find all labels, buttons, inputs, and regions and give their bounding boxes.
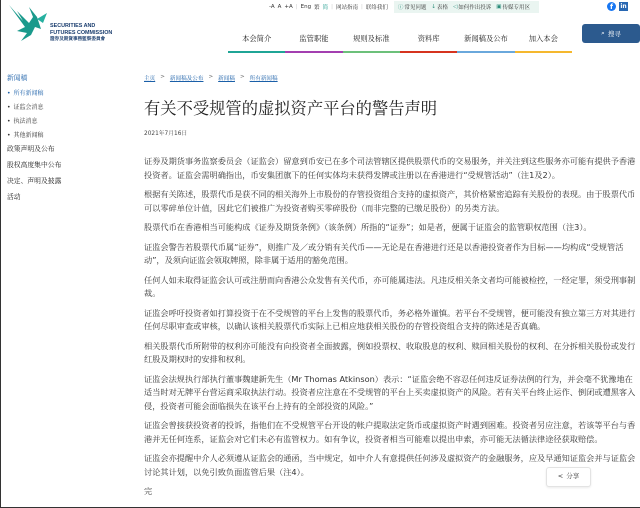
chevron-right-icon: > bbox=[208, 74, 214, 80]
nav-color-segment bbox=[343, 51, 400, 53]
nav-resources[interactable]: 资料库 bbox=[417, 34, 440, 43]
quick-links bbox=[394, 1, 539, 13]
sidebar-item-all-news[interactable]: • 所有新闻稿 bbox=[7, 88, 127, 97]
chevron-right-icon: > bbox=[160, 74, 165, 80]
logo-text bbox=[50, 23, 112, 43]
paragraph: 证监会曾接获投资者的投诉，指他们在不受规管平台开设的帐户提取法定货币或虚拟资产时遇到困难。投资者另应注意，若该等平台与香港并无任何连系，证监会对它们未必有监管权力。如有争议，投资者相当可能难以提出申索，亦可能无法循法律途径获取赔偿。 bbox=[144, 420, 636, 444]
nav-about[interactable]: 本会简介 bbox=[242, 34, 272, 43]
nav-color-segment bbox=[228, 51, 285, 53]
sidebar-heading-news[interactable]: 新闻稿 bbox=[7, 74, 28, 82]
sidebar bbox=[7, 72, 127, 202]
logo-line: FUTURES COMMISSION bbox=[50, 29, 113, 36]
search-icon: ⌕ bbox=[601, 29, 605, 37]
nav-color-segment bbox=[515, 51, 572, 53]
sidebar-item-sfc-news[interactable]: • 证监会消息 bbox=[7, 102, 127, 111]
share-icon: < bbox=[557, 472, 564, 481]
font-size-large[interactable]: +A bbox=[284, 4, 293, 10]
divider: | bbox=[331, 4, 333, 10]
sidebar-item-events[interactable]: 活动 bbox=[7, 193, 21, 201]
utility-bar bbox=[269, 1, 539, 13]
linkedin-icon[interactable]: in bbox=[620, 3, 627, 10]
chevron-right-icon: > bbox=[239, 74, 245, 80]
share-label: 分享 bbox=[566, 472, 580, 481]
page-title: 有关不受规管的虚拟资产平台的警告声明 bbox=[144, 99, 438, 118]
faq-link[interactable]: 常见问题 bbox=[404, 5, 427, 11]
nav-careers[interactable]: 加入本会 bbox=[528, 34, 558, 43]
logo-line: SECURITIES AND bbox=[50, 23, 96, 29]
search-label: 搜寻 bbox=[607, 30, 621, 38]
breadcrumb bbox=[144, 74, 278, 82]
logo-line: 證券及期貨事務監察委員會 bbox=[50, 36, 106, 42]
facebook-icon[interactable]: f bbox=[607, 2, 616, 11]
sidebar-item-policy[interactable]: 政策声明及公布 bbox=[7, 145, 55, 153]
breadcrumb-news[interactable]: 新闻稿 bbox=[218, 76, 235, 82]
lang-tc[interactable]: 繁 bbox=[314, 5, 320, 11]
sidebar-item-enforcement-news[interactable]: • 执法消息 bbox=[7, 116, 127, 125]
article-date: 2021年7月16日 bbox=[144, 131, 188, 137]
forms-link[interactable]: 表格 bbox=[437, 5, 449, 11]
breadcrumb-home[interactable]: 主页 bbox=[144, 76, 156, 82]
paragraph: 证监会法规执行部执行董事魏建新先生（Mr Thomas Atkinson）表示：“证监会绝不容忍任何违反证券法例的行为，并会毫不犹豫地在适当时对无牌平台营运商采取执法行动。投资者应注意在不受规管的平台上买卖虚拟资产的风险。若有关平台终止运作、倒闭或遭黑客入侵，投资者可能会面临损失在该平台上持有的全部投资的风险。” bbox=[144, 373, 636, 411]
breadcrumb-all-news[interactable]: 所有新闻稿 bbox=[249, 76, 278, 82]
divider: | bbox=[295, 4, 298, 10]
divider: | bbox=[361, 4, 363, 10]
search-button[interactable] bbox=[582, 24, 640, 43]
nav-color-segment bbox=[285, 51, 342, 53]
breadcrumb-news-publications[interactable]: 新闻稿及公布 bbox=[169, 76, 204, 82]
megaphone-icon: ◁ bbox=[453, 4, 458, 10]
paragraph: 股票代币在香港相当可能构成《证券及期货条例》（该条例）所指的“证券”；如是者，便属于证监会的监管职权范围（注3）。 bbox=[144, 222, 592, 232]
lang-sc[interactable]: 简 bbox=[322, 5, 329, 11]
article-body bbox=[144, 155, 640, 505]
sfc-logo-bird[interactable] bbox=[7, 3, 49, 43]
download-icon: ↓ bbox=[431, 4, 437, 10]
lang-en[interactable]: Eng bbox=[300, 4, 312, 10]
sidebar-item-decisions[interactable]: 决定、声明及披露 bbox=[7, 177, 62, 185]
paragraph: 任何人如未取得证监会认可或注册而向香港公众发售有关代币，亦可能属违法。凡违反相关条文者均可能被检控，一经定罪，须受刑事制裁。 bbox=[144, 274, 636, 298]
main-nav bbox=[228, 34, 572, 48]
sidebar-item-shareholding[interactable]: 股权高度集中公布 bbox=[7, 161, 62, 169]
question-icon: ⓘ bbox=[397, 5, 404, 11]
nav-rules[interactable]: 规则及标准 bbox=[353, 34, 390, 43]
contact-link[interactable]: 联络我们 bbox=[365, 5, 388, 11]
paragraph: 证券及期货事务监察委员会（证监会）留意到币安已在多个司法管辖区提供股票代币的交易服务，并关注到这些服务亦可能有提供予香港投资者。证监会需明确指出，币安集团旗下的任何实体均未获得发牌或注册以在香港进行“受规管活动”（注1及2）。 bbox=[144, 156, 636, 180]
nav-color-segment bbox=[400, 51, 457, 53]
paragraph: 证监会警告若股票代币属“证券”，则推广及／或分销有关代币——无论是在香港进行还是以香港投资者作为目标——均构成“受规管活动”，及须向证监会领取牌照，除非属于适用的豁免范围。 bbox=[144, 241, 624, 265]
media-link[interactable]: 传媒专用区 bbox=[502, 5, 530, 11]
nav-color-segment bbox=[457, 51, 514, 53]
font-size-normal[interactable]: A bbox=[277, 4, 282, 10]
share-button[interactable] bbox=[546, 467, 591, 487]
complaint-link[interactable]: 如何作出投诉 bbox=[458, 5, 492, 11]
paragraph: 根据有关陈述，股票代币是获不同的相关海外上市股份的存管投资组合支持的虚拟资产，其价格紧密追踪有关股份的表现。由于股票代币可以零碎单位计值，因此它们被推广为投资者购买零碎股份（而非完整的已缴足股份）的另类方法。 bbox=[144, 189, 636, 213]
paragraph: 证监会亦提醒中介人必须遵从证监会的通函，当中规定，如中介人有意提供任何涉及虚拟资产的金融服务，应及早通知证监会并与证监会讨论其计划，以免引致负面监管后果（注4）。 bbox=[144, 453, 636, 477]
end-mark: 完 bbox=[144, 486, 153, 496]
closing-section bbox=[144, 452, 640, 499]
nav-news[interactable]: 新闻稿及公布 bbox=[464, 34, 508, 43]
nav-color-bar bbox=[228, 51, 572, 53]
paragraph: 相关股票代币所附带的权利亦可能没有向投资者全面披露，例如投票权、收取股息的权利、赎回相关股份的权利、在分拆相关股份或发行红股及期权时的安排和权利。 bbox=[144, 340, 636, 364]
paragraph: 证监会呼吁投资者如打算投资于在不受规管的平台上发售的股票代币，务必格外谨慎。若平台不受规管，便可能没有独立第三方对其进行任何尽职审查或审核，以确认该相关股票代币实际上已相应地获相关股份的存管投资组合支持的陈述是否真确。 bbox=[144, 307, 636, 331]
font-size-small[interactable]: -A bbox=[269, 4, 275, 10]
image-icon: ▣ bbox=[496, 4, 502, 10]
sitemap-link[interactable]: 网站指南 bbox=[335, 5, 358, 11]
nav-regulatory[interactable]: 监管职能 bbox=[299, 34, 329, 43]
sidebar-item-other-news[interactable]: • 其他新闻稿 bbox=[7, 130, 127, 139]
